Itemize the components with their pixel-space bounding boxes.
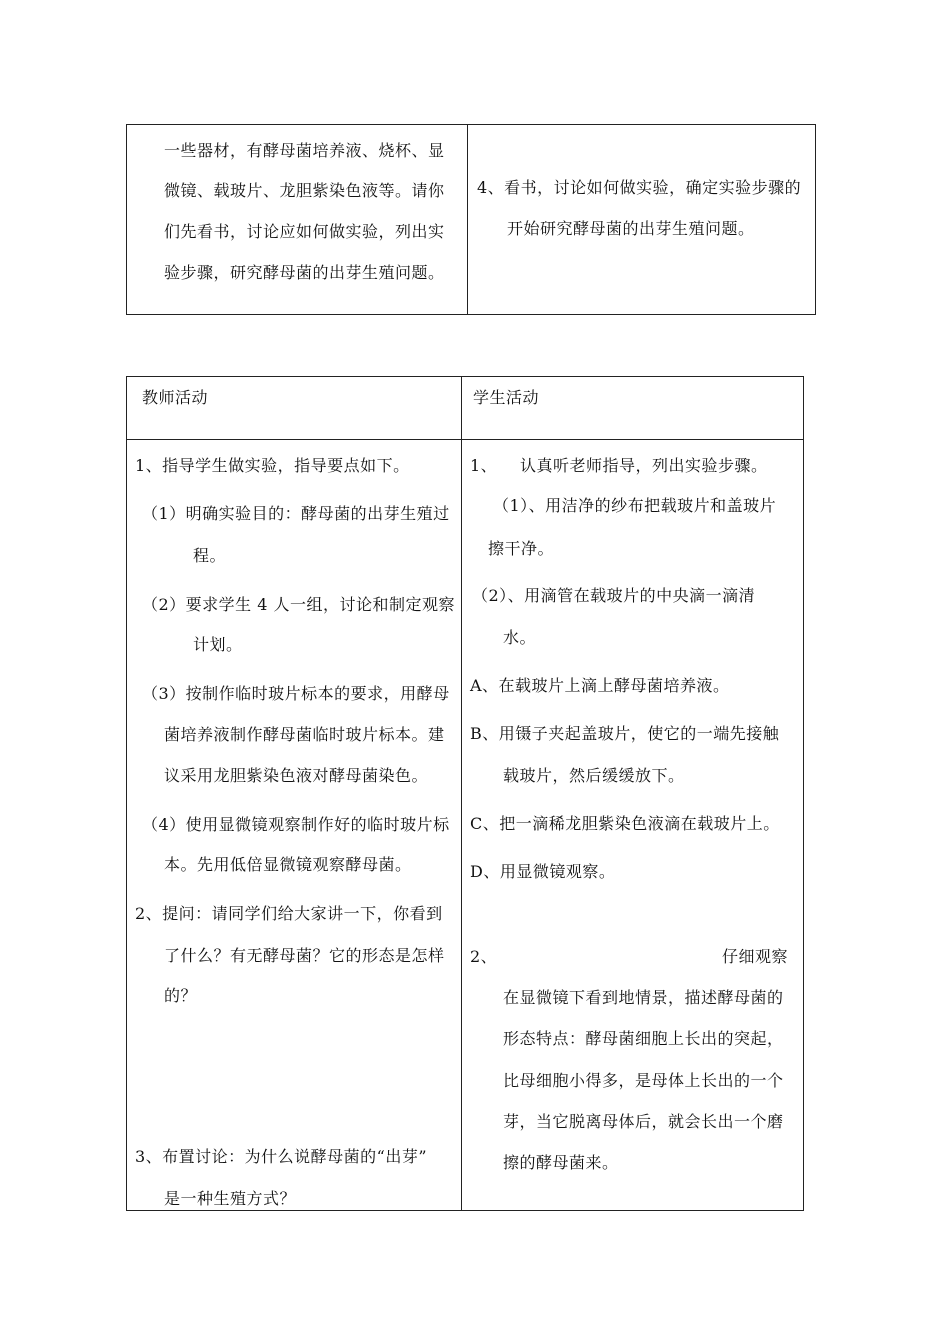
student-text-line: 在显微镜下看到地情景，描述酵母菌的 (503, 988, 784, 1007)
header-teacher-activity: 教师活动 (142, 388, 209, 407)
student-text-line: 1、 (470, 456, 498, 475)
teacher-text-line: 们先看书，讨论应如何做实验，列出实 (164, 222, 445, 241)
student-text-line: 2、 (470, 947, 498, 966)
student-text-line: 认真听老师指导，列出实验步骤。 (520, 456, 768, 475)
student-text-line: 比母细胞小得多，是母体上长出的一个 (503, 1071, 784, 1090)
teacher-text-line: （3）按制作临时玻片标本的要求，用酵母 (142, 684, 450, 703)
student-text-line: 形态特点：酵母菌细胞上长出的突起， (503, 1029, 784, 1048)
student-text-line: 载玻片，然后缓缓放下。 (503, 766, 685, 785)
teacher-text-line: 是一种生殖方式？ (164, 1189, 297, 1208)
teacher-text-line: （4）使用显微镜观察制作好的临时玻片标 (142, 815, 450, 834)
teacher-text-line: 的？ (164, 986, 198, 1005)
teacher-text-line: 2、提问：请同学们给大家讲一下，你看到 (135, 904, 443, 923)
teacher-text-line: （1）明确实验目的：酵母菌的出芽生殖过 (142, 504, 450, 523)
student-text-line: C、把一滴稀龙胆紫染色液滴在载玻片上。 (470, 814, 780, 833)
header-divider (127, 439, 803, 440)
student-text-line: 芽，当它脱离母体后，就会长出一个磨 (503, 1112, 784, 1131)
student-text-line: （1）、用洁净的纱布把载玻片和盖玻片 (493, 496, 777, 515)
student-text-line: （2）、用滴管在载玻片的中央滴一滴清 (472, 586, 756, 605)
teacher-text-line: 议采用龙胆紫染色液对酵母菌染色。 (164, 766, 429, 785)
student-text-line: A、在载玻片上滴上酵母菌培养液。 (470, 676, 730, 695)
teacher-text-line: 本。先用低倍显微镜观察酵母菌。 (164, 855, 412, 874)
student-text-line: 擦干净。 (488, 539, 555, 558)
teacher-text-line: 1、指导学生做实验，指导要点如下。 (135, 456, 410, 475)
student-text-line: B、用镊子夹起盖玻片，使它的一端先接触 (470, 724, 780, 743)
student-text-line: 仔细观察 (722, 947, 789, 966)
teacher-text-line: 3、布置讨论：为什么说酵母菌的“出芽” (135, 1147, 428, 1166)
teacher-text-line: （2）要求学生 4 人一组，讨论和制定观察 (142, 595, 456, 614)
teacher-text-line: 菌培养液制作酵母菌临时玻片标本。建 (164, 725, 445, 744)
column-divider (461, 377, 462, 1210)
teacher-text-line: 了什么？有无酵母菌？它的形态是怎样 (164, 946, 445, 965)
student-text-line: D、用显微镜观察。 (470, 862, 616, 881)
student-text-line: 水。 (503, 628, 537, 647)
teacher-text-line: 一些器材，有酵母菌培养液、烧杯、显 (164, 141, 445, 160)
header-student-activity: 学生活动 (473, 388, 540, 407)
column-divider (467, 125, 468, 314)
student-text-line: 4、看书，讨论如何做实验，确定实验步骤的 (477, 178, 802, 197)
teacher-text-line: 微镜、载玻片、龙胆紫染色液等。请你 (164, 181, 445, 200)
student-text-line: 擦的酵母菌来。 (503, 1153, 619, 1172)
teacher-text-line: 程。 (193, 546, 227, 565)
teacher-text-line: 验步骤，研究酵母菌的出芽生殖问题。 (164, 263, 445, 282)
teacher-text-line: 计划。 (193, 635, 243, 654)
student-text-line: 开始研究酵母菌的出芽生殖问题。 (507, 219, 755, 238)
